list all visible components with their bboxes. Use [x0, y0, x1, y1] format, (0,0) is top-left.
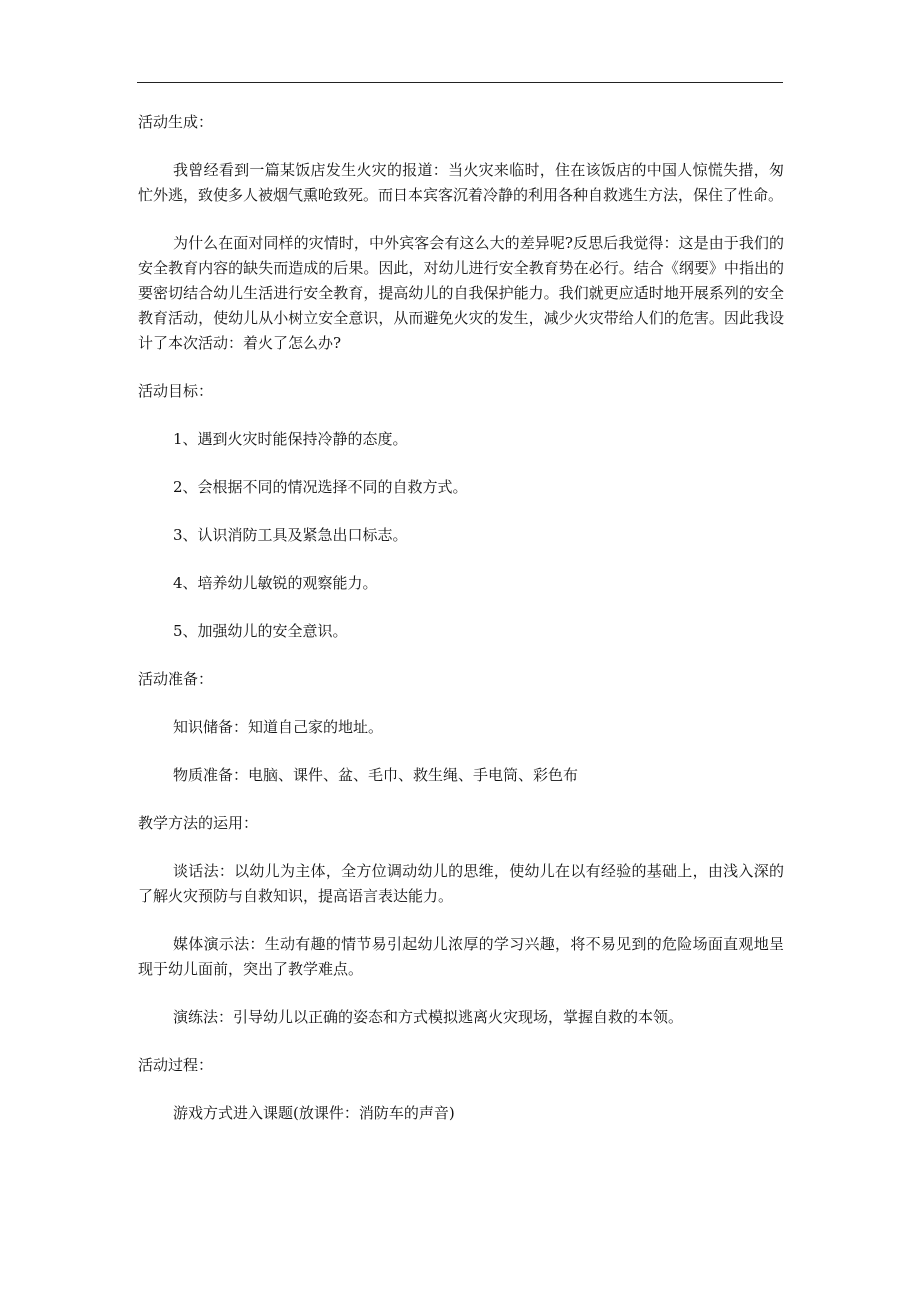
preparation-knowledge: 知识储备：知道自己家的地址。 — [173, 718, 384, 736]
goal-item: 3、认识消防工具及紧急出口标志。 — [173, 526, 408, 544]
goal-item: 5、加强幼儿的安全意识。 — [173, 622, 348, 640]
goal-item: 2、会根据不同的情况选择不同的自救方式。 — [173, 478, 468, 496]
preparation-material: 物质准备：电脑、课件、盆、毛巾、救生绳、手电筒、彩色布 — [173, 766, 579, 784]
header-rule — [137, 82, 783, 83]
method-media: 媒体演示法：生动有趣的情节易引起幼儿浓厚的学习兴趣，将不易见到的危险场面直观地呈现于幼儿面前，突出了教学难点。 — [138, 935, 784, 978]
process-intro: 游戏方式进入课题(放课件：消防车的声音) — [173, 1104, 455, 1122]
method-talk: 谈话法：以幼儿为主体，全方位调动幼儿的思维，使幼儿在以有经验的基础上，由浅入深的了解火灾预防与自救知识，提高语言表达能力。 — [138, 862, 784, 905]
heading-teaching-methods: 教学方法的运用： — [138, 814, 259, 832]
heading-activity-goals: 活动目标： — [138, 382, 214, 400]
method-drill: 演练法：引导幼儿以正确的姿态和方式模拟逃离火灾现场，掌握自救的本领。 — [173, 1008, 684, 1026]
heading-activity-process: 活动过程： — [138, 1056, 214, 1074]
goal-item: 1、遇到火灾时能保持冷静的态度。 — [173, 430, 408, 448]
heading-activity-generation: 活动生成： — [138, 113, 214, 131]
heading-activity-preparation: 活动准备： — [138, 670, 214, 688]
paragraph-reflection: 为什么在面对同样的灾情时，中外宾客会有这么大的差异呢?反思后我觉得：这是由于我们的安全教育内容的缺失而造成的后果。因此，对幼儿进行安全教育势在必行。结合《纲要》中指出的要密切结合幼儿生活进行安全教育，提高幼儿的自我保护能力。我们就更应适时地开展系列的安全教育活动，使幼儿从小树立安全意识，从而避免火灾的发生，减少火灾带给人们的危害。因此我设计了本次活动：着火了怎么办? — [138, 234, 784, 352]
goal-item: 4、培养幼儿敏锐的观察能力。 — [173, 574, 378, 592]
paragraph-news-report: 我曾经看到一篇某饭店发生火灾的报道：当火灾来临时，住在该饭店的中国人惊慌失措，匆忙外逃，致使多人被烟气熏呛致死。而日本宾客沉着冷静的利用各种自救逃生方法，保住了性命。 — [138, 161, 784, 204]
document-body — [138, 110, 784, 1126]
